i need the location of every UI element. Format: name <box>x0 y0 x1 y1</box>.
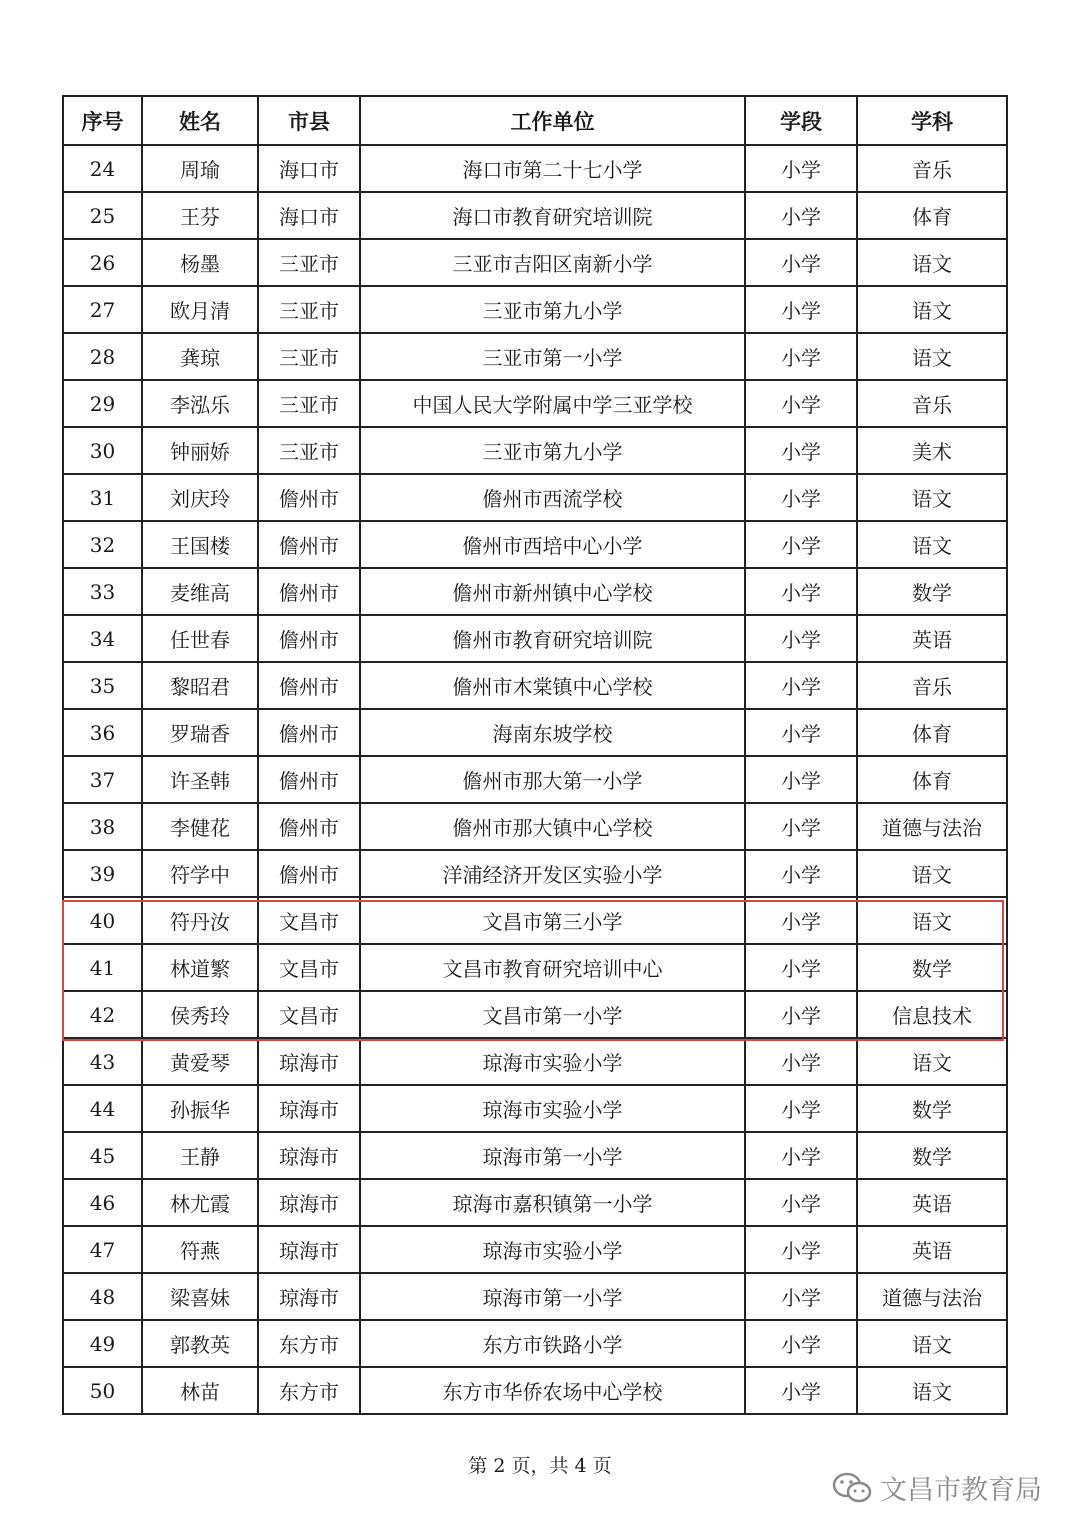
table-row <box>63 991 1007 1038</box>
cell-subject: 英语 <box>857 615 1007 662</box>
cell-index: 46 <box>63 1179 142 1226</box>
cell-stage: 小学 <box>745 474 857 521</box>
cell-stage: 小学 <box>745 1132 857 1179</box>
cell-index: 49 <box>63 1320 142 1367</box>
cell-city: 儋州市 <box>258 568 360 615</box>
cell-subject: 语文 <box>857 286 1007 333</box>
cell-name: 杨墨 <box>142 239 258 286</box>
cell-name: 林尤霞 <box>142 1179 258 1226</box>
cell-subject: 道德与法治 <box>857 803 1007 850</box>
table-row <box>63 145 1007 192</box>
cell-stage: 小学 <box>745 1038 857 1085</box>
header-workplace: 工作单位 <box>360 96 745 145</box>
cell-name: 侯秀玲 <box>142 991 258 1038</box>
cell-name: 符学中 <box>142 850 258 897</box>
cell-stage: 小学 <box>745 709 857 756</box>
cell-name: 郭教英 <box>142 1320 258 1367</box>
cell-index: 45 <box>63 1132 142 1179</box>
cell-stage: 小学 <box>745 662 857 709</box>
cell-workplace: 文昌市第一小学 <box>360 991 745 1038</box>
cell-city: 海口市 <box>258 145 360 192</box>
cell-stage: 小学 <box>745 568 857 615</box>
table-row <box>63 1132 1007 1179</box>
cell-workplace: 琼海市实验小学 <box>360 1085 745 1132</box>
table-row <box>63 897 1007 944</box>
cell-workplace: 琼海市实验小学 <box>360 1226 745 1273</box>
cell-name: 林苗 <box>142 1367 258 1414</box>
cell-name: 刘庆玲 <box>142 474 258 521</box>
cell-city: 琼海市 <box>258 1273 360 1320</box>
cell-city: 儋州市 <box>258 662 360 709</box>
header-name: 姓名 <box>142 96 258 145</box>
table-row <box>63 1226 1007 1273</box>
cell-index: 30 <box>63 427 142 474</box>
header-index: 序号 <box>63 96 142 145</box>
cell-name: 王静 <box>142 1132 258 1179</box>
cell-city: 儋州市 <box>258 756 360 803</box>
cell-name: 王国楼 <box>142 521 258 568</box>
header-subject: 学科 <box>857 96 1007 145</box>
cell-name: 罗瑞香 <box>142 709 258 756</box>
cell-index: 39 <box>63 850 142 897</box>
cell-workplace: 海口市第二十七小学 <box>360 145 745 192</box>
cell-subject: 音乐 <box>857 662 1007 709</box>
cell-workplace: 琼海市嘉积镇第一小学 <box>360 1179 745 1226</box>
cell-subject: 数学 <box>857 568 1007 615</box>
cell-stage: 小学 <box>745 1273 857 1320</box>
cell-city: 儋州市 <box>258 521 360 568</box>
cell-stage: 小学 <box>745 803 857 850</box>
table-row <box>63 1085 1007 1132</box>
page-footer: 第 2 页，共 4 页 <box>468 1455 612 1477</box>
table-row <box>63 1273 1007 1320</box>
cell-workplace: 东方市铁路小学 <box>360 1320 745 1367</box>
cell-name: 麦维高 <box>142 568 258 615</box>
cell-stage: 小学 <box>745 991 857 1038</box>
cell-subject: 语文 <box>857 333 1007 380</box>
cell-name: 钟丽娇 <box>142 427 258 474</box>
table-row <box>63 1179 1007 1226</box>
cell-city: 三亚市 <box>258 333 360 380</box>
cell-workplace: 儋州市那大第一小学 <box>360 756 745 803</box>
cell-stage: 小学 <box>745 944 857 991</box>
cell-stage: 小学 <box>745 1226 857 1273</box>
cell-index: 26 <box>63 239 142 286</box>
cell-city: 儋州市 <box>258 850 360 897</box>
table-row <box>63 1320 1007 1367</box>
cell-name: 王芬 <box>142 192 258 239</box>
cell-workplace: 三亚市第九小学 <box>360 286 745 333</box>
cell-subject: 语文 <box>857 521 1007 568</box>
cell-city: 儋州市 <box>258 803 360 850</box>
cell-name: 符燕 <box>142 1226 258 1273</box>
cell-subject: 语文 <box>857 474 1007 521</box>
cell-city: 海口市 <box>258 192 360 239</box>
cell-subject: 语文 <box>857 1367 1007 1414</box>
cell-workplace: 儋州市教育研究培训院 <box>360 615 745 662</box>
watermark-text: 文昌市教育局 <box>880 1475 1042 1506</box>
cell-subject: 英语 <box>857 1179 1007 1226</box>
cell-stage: 小学 <box>745 145 857 192</box>
cell-index: 38 <box>63 803 142 850</box>
table-row <box>63 427 1007 474</box>
cell-stage: 小学 <box>745 897 857 944</box>
cell-subject: 音乐 <box>857 145 1007 192</box>
cell-city: 儋州市 <box>258 615 360 662</box>
cell-subject: 美术 <box>857 427 1007 474</box>
cell-name: 黄爱琴 <box>142 1038 258 1085</box>
cell-stage: 小学 <box>745 1085 857 1132</box>
table-row <box>63 1038 1007 1085</box>
header-stage: 学段 <box>745 96 857 145</box>
cell-workplace: 三亚市第九小学 <box>360 427 745 474</box>
cell-index: 32 <box>63 521 142 568</box>
cell-workplace: 琼海市第一小学 <box>360 1273 745 1320</box>
table-row <box>63 286 1007 333</box>
cell-workplace: 文昌市第三小学 <box>360 897 745 944</box>
table-row <box>63 192 1007 239</box>
cell-stage: 小学 <box>745 756 857 803</box>
cell-subject: 数学 <box>857 1085 1007 1132</box>
cell-workplace: 儋州市新州镇中心学校 <box>360 568 745 615</box>
table-row <box>63 521 1007 568</box>
table-row <box>63 380 1007 427</box>
table-row <box>63 944 1007 991</box>
cell-city: 东方市 <box>258 1367 360 1414</box>
cell-city: 文昌市 <box>258 991 360 1038</box>
cell-workplace: 海口市教育研究培训院 <box>360 192 745 239</box>
table-row <box>63 615 1007 662</box>
table-row <box>63 474 1007 521</box>
cell-workplace: 儋州市西培中心小学 <box>360 521 745 568</box>
cell-subject: 语文 <box>857 1038 1007 1085</box>
cell-index: 36 <box>63 709 142 756</box>
cell-stage: 小学 <box>745 333 857 380</box>
cell-name: 黎昭君 <box>142 662 258 709</box>
cell-index: 37 <box>63 756 142 803</box>
cell-workplace: 洋浦经济开发区实验小学 <box>360 850 745 897</box>
cell-city: 东方市 <box>258 1320 360 1367</box>
cell-workplace: 文昌市教育研究培训中心 <box>360 944 745 991</box>
cell-stage: 小学 <box>745 1367 857 1414</box>
table-row <box>63 333 1007 380</box>
cell-city: 儋州市 <box>258 709 360 756</box>
wechat-icon <box>832 1471 872 1505</box>
table-header-row <box>63 96 1007 145</box>
cell-subject: 语文 <box>857 239 1007 286</box>
cell-name: 林道繁 <box>142 944 258 991</box>
cell-index: 40 <box>63 897 142 944</box>
table-row <box>63 662 1007 709</box>
cell-city: 三亚市 <box>258 427 360 474</box>
cell-stage: 小学 <box>745 1320 857 1367</box>
cell-name: 李泓乐 <box>142 380 258 427</box>
cell-name: 李健花 <box>142 803 258 850</box>
cell-name: 龚琼 <box>142 333 258 380</box>
cell-index: 24 <box>63 145 142 192</box>
cell-stage: 小学 <box>745 427 857 474</box>
cell-stage: 小学 <box>745 1179 857 1226</box>
table-row <box>63 756 1007 803</box>
cell-subject: 英语 <box>857 1226 1007 1273</box>
cell-index: 25 <box>63 192 142 239</box>
watermark <box>832 1468 1042 1507</box>
cell-index: 31 <box>63 474 142 521</box>
cell-index: 41 <box>63 944 142 991</box>
cell-index: 34 <box>63 615 142 662</box>
cell-workplace: 儋州市西流学校 <box>360 474 745 521</box>
cell-index: 29 <box>63 380 142 427</box>
cell-name: 周瑜 <box>142 145 258 192</box>
cell-subject: 语文 <box>857 897 1007 944</box>
cell-subject: 语文 <box>857 1320 1007 1367</box>
cell-workplace: 儋州市那大镇中心学校 <box>360 803 745 850</box>
cell-city: 琼海市 <box>258 1132 360 1179</box>
cell-city: 文昌市 <box>258 944 360 991</box>
cell-workplace: 三亚市第一小学 <box>360 333 745 380</box>
cell-workplace: 东方市华侨农场中心学校 <box>360 1367 745 1414</box>
cell-subject: 体育 <box>857 709 1007 756</box>
cell-name: 孙振华 <box>142 1085 258 1132</box>
cell-name: 任世春 <box>142 615 258 662</box>
cell-workplace: 三亚市吉阳区南新小学 <box>360 239 745 286</box>
cell-stage: 小学 <box>745 521 857 568</box>
cell-index: 47 <box>63 1226 142 1273</box>
cell-index: 27 <box>63 286 142 333</box>
cell-workplace: 海南东坡学校 <box>360 709 745 756</box>
table-row <box>63 1367 1007 1414</box>
cell-index: 35 <box>63 662 142 709</box>
cell-index: 42 <box>63 991 142 1038</box>
cell-index: 33 <box>63 568 142 615</box>
cell-name: 许圣韩 <box>142 756 258 803</box>
cell-stage: 小学 <box>745 239 857 286</box>
table-row <box>63 568 1007 615</box>
cell-city: 三亚市 <box>258 380 360 427</box>
cell-index: 48 <box>63 1273 142 1320</box>
cell-workplace: 儋州市木棠镇中心学校 <box>360 662 745 709</box>
cell-city: 儋州市 <box>258 474 360 521</box>
cell-stage: 小学 <box>745 192 857 239</box>
cell-subject: 道德与法治 <box>857 1273 1007 1320</box>
cell-city: 琼海市 <box>258 1038 360 1085</box>
cell-workplace: 琼海市第一小学 <box>360 1132 745 1179</box>
cell-name: 符丹汝 <box>142 897 258 944</box>
cell-city: 琼海市 <box>258 1179 360 1226</box>
cell-subject: 语文 <box>857 850 1007 897</box>
cell-stage: 小学 <box>745 850 857 897</box>
cell-index: 44 <box>63 1085 142 1132</box>
cell-subject: 信息技术 <box>857 991 1007 1038</box>
cell-subject: 音乐 <box>857 380 1007 427</box>
cell-index: 28 <box>63 333 142 380</box>
cell-workplace: 琼海市实验小学 <box>360 1038 745 1085</box>
cell-stage: 小学 <box>745 286 857 333</box>
cell-name: 梁喜妹 <box>142 1273 258 1320</box>
cell-subject: 数学 <box>857 944 1007 991</box>
cell-subject: 数学 <box>857 1132 1007 1179</box>
cell-city: 琼海市 <box>258 1085 360 1132</box>
cell-stage: 小学 <box>745 380 857 427</box>
cell-name: 欧月清 <box>142 286 258 333</box>
cell-workplace: 中国人民大学附属中学三亚学校 <box>360 380 745 427</box>
roster-table <box>62 95 1008 1415</box>
table-row <box>63 803 1007 850</box>
cell-city: 琼海市 <box>258 1226 360 1273</box>
cell-subject: 体育 <box>857 756 1007 803</box>
cell-city: 三亚市 <box>258 286 360 333</box>
cell-index: 50 <box>63 1367 142 1414</box>
cell-stage: 小学 <box>745 615 857 662</box>
cell-city: 文昌市 <box>258 897 360 944</box>
table-row <box>63 239 1007 286</box>
cell-subject: 体育 <box>857 192 1007 239</box>
header-city: 市县 <box>258 96 360 145</box>
cell-index: 43 <box>63 1038 142 1085</box>
table-row <box>63 850 1007 897</box>
roster-body <box>63 145 1007 1414</box>
cell-city: 三亚市 <box>258 239 360 286</box>
table-row <box>63 709 1007 756</box>
